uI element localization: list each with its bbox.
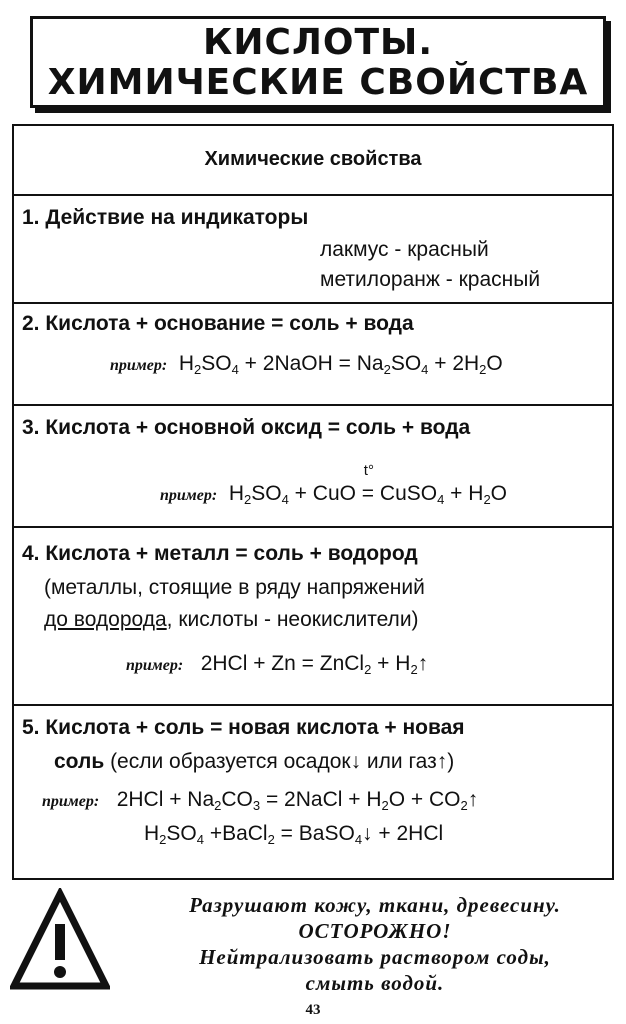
salt-note [54, 750, 454, 774]
equation: $H_2SO_4$ +BaCl$_2$ = BaSO$_4$↓ + 2HCl [144, 822, 444, 847]
property-salt [14, 706, 612, 882]
warning-line: Нейтрализовать раствором соды, [199, 945, 551, 969]
indicator-methyl-orange: метилоранж - красный [320, 268, 541, 291]
temperature-condition: t° [363, 462, 374, 479]
metal-note-2 [44, 608, 419, 632]
property-heading: 1. Действие на индикаторы [22, 206, 309, 229]
example-row [160, 462, 508, 507]
page-subtitle: ХИМИЧЕСКИЕ СВОЙСТВА [47, 62, 589, 103]
example-row [42, 788, 478, 812]
warning-line: Разрушают кожу, ткани, древесину. [189, 893, 561, 917]
properties-table [12, 124, 614, 880]
page-title: КИСЛОТЫ. [202, 22, 433, 63]
property-heading: 5. Кислота + соль = новая кислота + новая [22, 716, 465, 739]
property-heading: 2. Кислота + основание = соль + вода [22, 312, 414, 335]
example-label: пример: [126, 657, 184, 674]
heading-continuation: соль [54, 750, 105, 773]
property-base [14, 304, 612, 406]
example-label: пример: [110, 357, 168, 374]
property-heading: 3. Кислота + основной оксид = соль + вода [22, 416, 471, 439]
indicator-litmus: лакмус - красный [320, 238, 489, 261]
metal-note: (металлы, стоящие в ряду напряжений [44, 576, 425, 599]
equation: $2HCl + Na_2CO_3$ = 2NaCl + $H_2O$ + $CO_2↑$ [105, 788, 479, 813]
equation: $H_2SO_4$ + 2NaOH = $Na_2SO_4 + 2H_2O$ [173, 352, 503, 377]
note-text: , кислоты - неокислители) [166, 608, 419, 631]
underlined-text: до водорода [44, 608, 167, 631]
property-indicators [14, 196, 612, 304]
example-row [110, 352, 503, 376]
warning-line: ОСТОРОЖНО! [298, 919, 452, 943]
note-text: (если образуется осадок↓ или газ↑) [104, 750, 455, 773]
equation: 2HCl + Zn = ZnCl$_2$ + $H_2↑$ [189, 652, 429, 677]
warning-line: смыть водой. [305, 971, 445, 995]
example-label: пример: [42, 793, 100, 810]
example-row [126, 652, 428, 676]
warning-text [130, 892, 620, 996]
property-heading: 4. Кислота + металл = соль + водород [22, 542, 418, 565]
page-number: 43 [305, 1002, 321, 1018]
example-label: пример: [160, 487, 218, 504]
property-metal [14, 528, 612, 706]
equation: $H_2SO_4$ + CuO t° = CuSO$_4$ + $H_2O$ [223, 462, 508, 507]
property-basic-oxide [14, 406, 612, 528]
table-header: Химические свойства [14, 126, 612, 196]
title-box [30, 16, 606, 108]
warning-triangle-icon [10, 888, 110, 992]
